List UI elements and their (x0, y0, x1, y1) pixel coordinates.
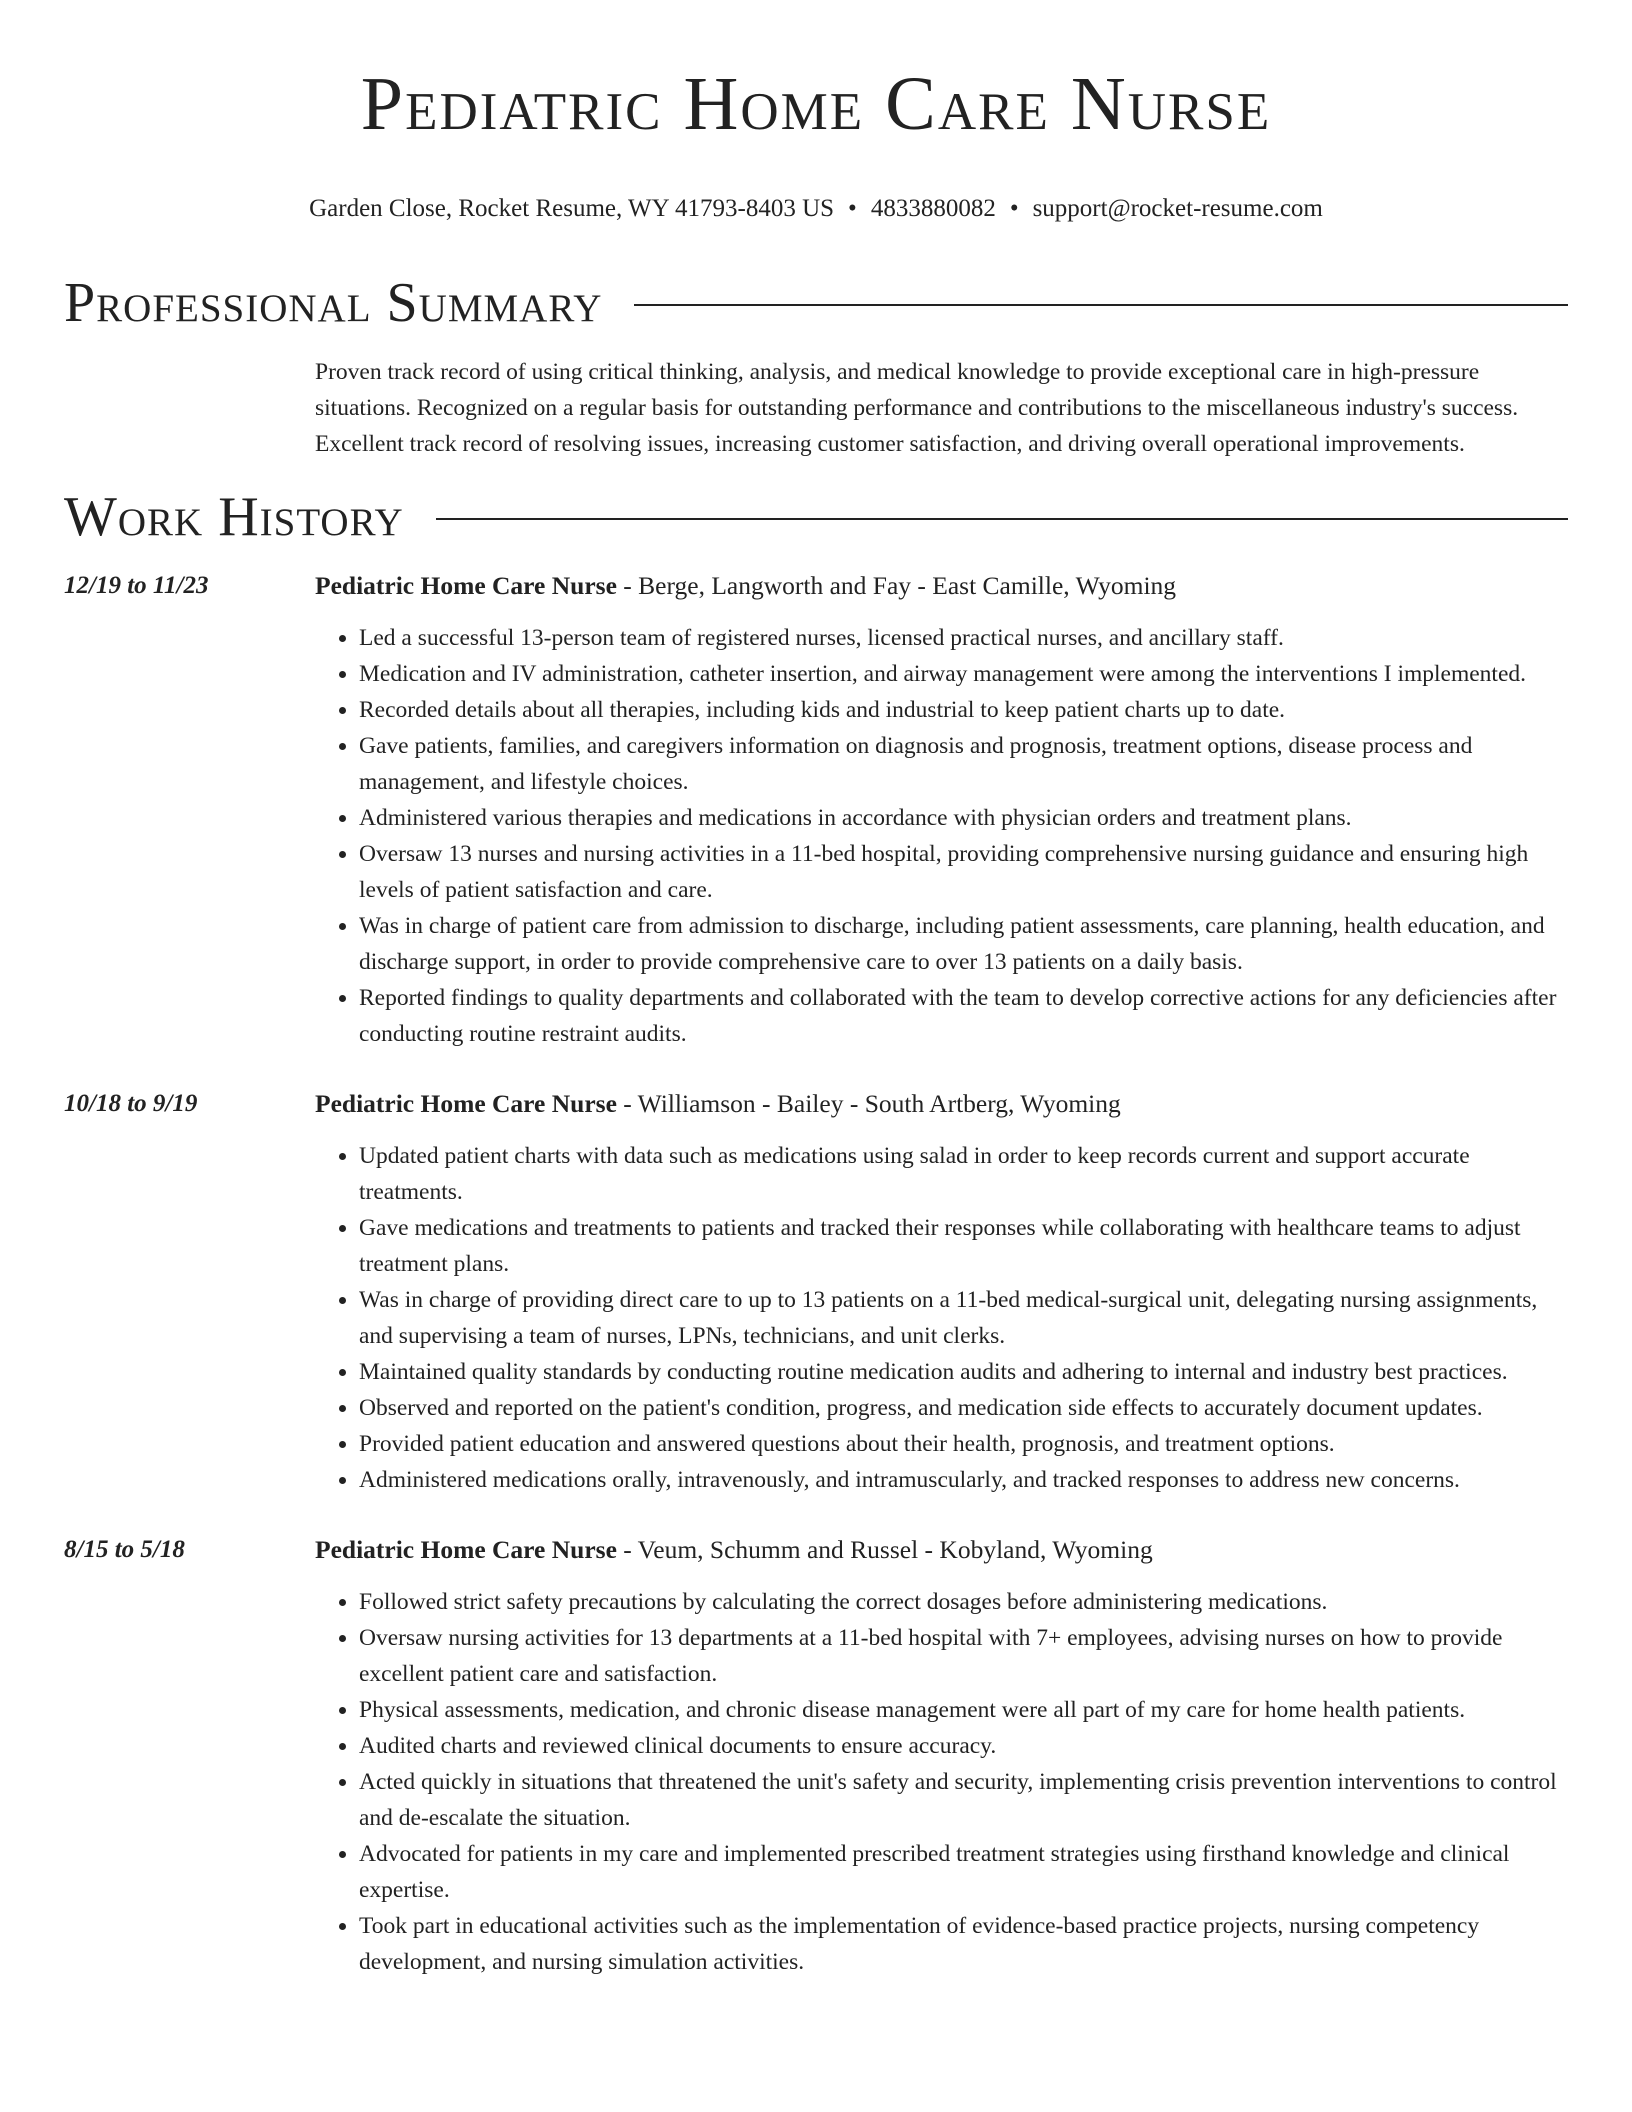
duty-item: • Physical assessments, medication, and chronic disease management were all part of my care for home health patients. (359, 1692, 1568, 1728)
contact-address: Garden Close, Rocket Resume, WY 41793-8403 US (309, 195, 835, 222)
duty-item: • Oversaw 13 nurses and nursing activities in a 11-bed hospital, providing comprehensive nursing guidance and ensuring high levels of patient satisfaction and care. (359, 836, 1568, 908)
duty-item: • Audited charts and reviewed clinical documents to ensure accuracy. (359, 1728, 1568, 1764)
job-employer-location: - Veum, Schumm and Russel - Kobyland, Wyoming (616, 1535, 1153, 1564)
job-title-line (315, 568, 1568, 604)
duty-item: • Administered medications orally, intravenously, and intramuscularly, and tracked responses to address new concerns. (359, 1462, 1568, 1498)
job-duties-list (315, 1584, 1568, 1980)
job-title: Pediatric Home Care Nurse (315, 571, 617, 600)
job-dates: 10/18 to 9/19 (64, 1090, 198, 1117)
duty-item: • Followed strict safety precautions by calculating the correct dosages before administering medications. (359, 1584, 1568, 1620)
duty-item: • Was in charge of patient care from admission to discharge, including patient assessments, care planning, health education, and discharge support, in order to provide comprehensive care to over 13 patients on a daily basis. (359, 908, 1568, 980)
duty-item: • Provided patient education and answered questions about their health, prognosis, and treatment options. (359, 1426, 1568, 1462)
job-entry (64, 1086, 1568, 1498)
duty-item: • Gave patients, families, and caregivers information on diagnosis and prognosis, treatment options, disease process and management, and lifestyle choices. (359, 728, 1568, 800)
job-dates: 12/19 to 11/23 (64, 572, 209, 599)
resume-name-heading: Pediatric Home Care Nurse (360, 62, 1272, 146)
job-entry (64, 1532, 1568, 1980)
summary-paragraph: Proven track record of using critical thinking, analysis, and medical knowledge to provide exceptional care in high-pressure situations. Recognized on a regular basis for outstanding performance and contributions to the miscellaneous industry's success. Excellent track record of resolving issues, increasing customer satisfaction, and driving overall operational improvements. (315, 359, 1519, 457)
summary-heading: Professional Summary (64, 272, 603, 334)
job-title-line (315, 1532, 1568, 1568)
section-divider (634, 304, 1568, 306)
duty-item: • Updated patient charts with data such as medications using salad in order to keep records current and support accurate treatments. (359, 1138, 1568, 1210)
duty-item: • Led a successful 13-person team of registered nurses, licensed practical nurses, and ancillary staff. (359, 620, 1568, 656)
job-title-line (315, 1086, 1568, 1122)
contact-line (64, 194, 1568, 224)
section-divider (436, 518, 1568, 520)
job-title: Pediatric Home Care Nurse (315, 1089, 617, 1118)
job-duties-list (315, 620, 1568, 1052)
contact-separator: • (848, 195, 857, 222)
job-entry (64, 568, 1568, 1052)
job-duties-list (315, 1138, 1568, 1498)
duty-item: • Medication and IV administration, catheter insertion, and airway management were among the interventions I implemented. (359, 656, 1568, 692)
job-dates: 8/15 to 5/18 (64, 1536, 185, 1563)
job-employer-location: - Williamson - Bailey - South Artberg, Wyoming (616, 1089, 1121, 1118)
duty-item: • Maintained quality standards by conducting routine medication audits and adhering to internal and industry best practices. (359, 1354, 1568, 1390)
duty-item: • Observed and reported on the patient's condition, progress, and medication side effects to accurately document updates. (359, 1390, 1568, 1426)
contact-separator: • (1009, 195, 1019, 222)
duty-item: • Acted quickly in situations that threatened the unit's safety and security, implementing crisis prevention interventions to control and de-escalate the situation. (359, 1764, 1568, 1836)
duty-item: • Took part in educational activities such as the implementation of evidence-based practice projects, nursing competency development, and nursing simulation activities. (359, 1908, 1568, 1980)
job-list (64, 568, 1568, 1980)
contact-email: support@rocket-resume.com (1032, 195, 1323, 222)
duty-item: • Was in charge of providing direct care to up to 13 patients on a 11-bed medical-surgical unit, delegating nursing assignments, and supervising a team of nurses, LPNs, technicians, and unit clerks. (359, 1282, 1568, 1354)
duty-item: • Advocated for patients in my care and implemented prescribed treatment strategies using firsthand knowledge and clinical expertise. (359, 1836, 1568, 1908)
summary-section-header (64, 270, 1568, 336)
duty-item: • Administered various therapies and medications in accordance with physician orders and treatment plans. (359, 800, 1568, 836)
work-heading: Work History (64, 486, 404, 548)
duty-item: • Recorded details about all therapies, including kids and industrial to keep patient charts up to date. (359, 692, 1568, 728)
duty-item: • Gave medications and treatments to patients and tracked their responses while collaborating with healthcare teams to adjust treatment plans. (359, 1210, 1568, 1282)
duty-item: • Reported findings to quality departments and collaborated with the team to develop corrective actions for any deficiencies after conducting routine restraint audits. (359, 980, 1568, 1052)
work-section-header (64, 484, 1568, 550)
job-title: Pediatric Home Care Nurse (315, 1535, 617, 1564)
job-body (315, 1086, 1568, 1498)
job-body (315, 1532, 1568, 1980)
job-body (315, 568, 1568, 1052)
contact-phone: 4833880082 (870, 195, 996, 222)
job-employer-location: - Berge, Langworth and Fay - East Camille, Wyoming (616, 571, 1177, 600)
duty-item: • Oversaw nursing activities for 13 departments at a 11-bed hospital with 7+ employees, advising nurses on how to provide excellent patient care and satisfaction. (359, 1620, 1568, 1692)
